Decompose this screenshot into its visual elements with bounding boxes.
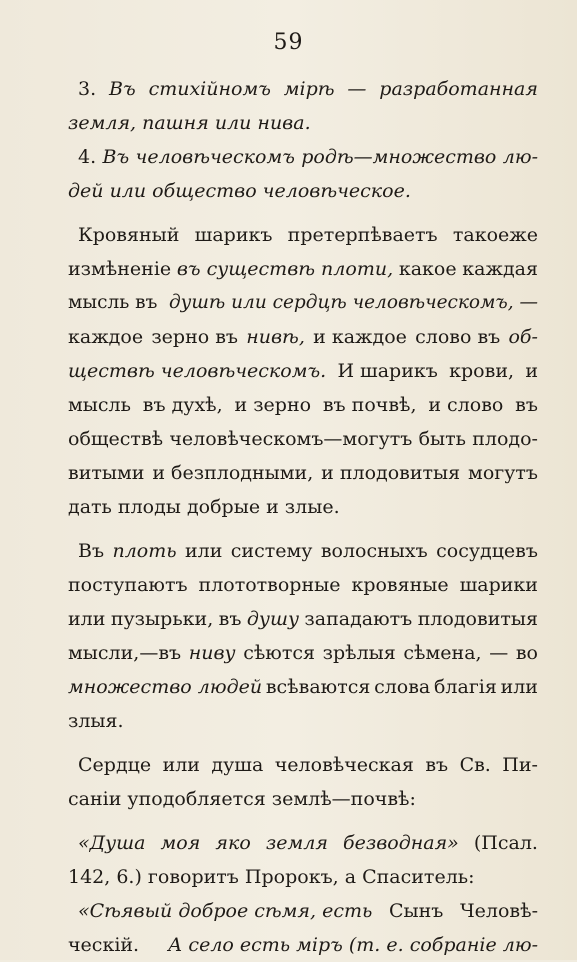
text-segment: или: [68, 608, 106, 630]
italic-text: множество людей: [68, 676, 263, 698]
text-segment: —: [489, 642, 509, 664]
paragraph: [68, 140, 538, 208]
text-segment: сосудцевъ: [436, 540, 538, 562]
paragraph: [68, 748, 538, 816]
text-segment: плототворные: [198, 574, 341, 596]
italic-text: лю-: [502, 146, 538, 168]
italic-text: «Сѣявый доброе сѣмя, есть: [78, 900, 373, 922]
italic-text: душѣ или сердцѣ человѣческомъ, —: [168, 292, 538, 313]
italic-text: дей или общество человѣческое.: [68, 180, 411, 202]
text-segment: благія: [433, 676, 497, 698]
text-segment: каждое: [68, 326, 144, 348]
text-segment: шарики: [459, 574, 538, 596]
italic-text: мірѣ: [283, 78, 335, 100]
text-segment: Сердце: [78, 754, 152, 776]
text-segment: зрѣлыя: [322, 642, 396, 664]
text-body: [68, 72, 538, 962]
text-segment: И шарикъ: [337, 360, 438, 382]
text-segment: въ: [515, 394, 538, 416]
text-segment: слова: [374, 676, 431, 698]
text-segment: (Псал.: [473, 832, 538, 854]
text-line: [68, 490, 538, 524]
text-segment: или: [184, 540, 223, 562]
text-line: [68, 140, 538, 174]
text-segment: западаютъ: [304, 608, 413, 630]
text-segment: въ: [425, 754, 449, 776]
italic-text: человѣческомъ: [135, 146, 295, 168]
italic-text: стихійномъ: [148, 78, 271, 100]
italic-text: Въ: [102, 146, 130, 168]
italic-text: земля: [265, 832, 328, 854]
italic-text: А село есть міръ (т. е. собраніе лю-: [168, 934, 538, 956]
paragraph-gap: [68, 524, 538, 534]
italic-text: земля, пашня или нива.: [68, 112, 311, 134]
italic-text: Въ: [109, 78, 136, 100]
italic-text: «Душа: [78, 832, 146, 854]
text-segment: 142, 6.) говоритъ Пророкъ, а Спаситель:: [68, 866, 475, 888]
text-line: [68, 388, 538, 422]
text-segment: или: [162, 754, 200, 776]
text-line: [68, 670, 538, 704]
text-segment: Пи-: [502, 754, 538, 776]
paragraph: [68, 534, 538, 738]
italic-text: разработанная: [379, 78, 538, 100]
text-segment: шарикъ: [194, 224, 273, 246]
text-segment: поступаютъ: [68, 574, 188, 596]
paragraph-gap: [68, 738, 538, 748]
text-segment: Въ: [78, 540, 105, 562]
text-segment: такоеже: [452, 224, 538, 246]
text-line: [68, 320, 538, 354]
text-line: [68, 826, 538, 860]
italic-text: въ существѣ плоти,: [176, 258, 394, 280]
text-segment: пузырьки,: [110, 608, 214, 630]
text-line: [68, 286, 538, 320]
text-segment: и каждое: [313, 326, 407, 348]
text-line: [68, 568, 538, 602]
text-line: [68, 106, 538, 140]
text-segment: и слово: [428, 394, 504, 416]
text-segment: 4.: [78, 146, 97, 168]
text-segment: и зерно: [234, 394, 312, 416]
text-segment: зерно въ: [151, 326, 239, 348]
text-segment: измѣненіе: [68, 258, 172, 280]
page-number: 59: [273, 30, 304, 55]
text-line: [68, 72, 538, 106]
italic-text: —: [347, 78, 367, 100]
text-line: [68, 218, 538, 252]
text-segment: мысли,—въ: [68, 642, 182, 664]
paragraph-gap: [68, 208, 538, 218]
text-segment: Св.: [459, 754, 491, 776]
text-line: [68, 860, 538, 894]
text-segment: кровяные: [351, 574, 449, 596]
paragraph: [68, 826, 538, 962]
text-segment: въ духѣ,: [142, 394, 223, 416]
text-line: [68, 602, 538, 636]
text-line: [68, 748, 538, 782]
text-segment: Человѣ-: [459, 900, 538, 922]
text-segment: систему: [230, 540, 313, 562]
italic-text: об-: [508, 326, 538, 348]
text-segment: ческій.: [68, 934, 140, 956]
paragraph: [68, 218, 538, 524]
text-segment: какое: [398, 258, 457, 280]
text-line: [68, 174, 538, 208]
text-segment: всѣваются: [265, 676, 371, 698]
text-segment: плодовитыя: [417, 608, 538, 630]
paragraph-gap: [68, 816, 538, 826]
text-segment: мысль: [68, 394, 131, 416]
text-line: [68, 928, 538, 962]
text-segment: сѣмена,: [403, 642, 482, 664]
text-segment: въ почвѣ,: [322, 394, 417, 416]
text-segment: обществѣ: [68, 428, 164, 450]
italic-text: ниву: [188, 642, 236, 664]
text-line: [68, 534, 538, 568]
text-segment: душа: [211, 754, 264, 776]
italic-text: душу: [246, 608, 299, 630]
text-segment: могутъ: [468, 462, 538, 484]
text-line: [68, 422, 538, 456]
text-segment: во: [515, 642, 538, 664]
text-segment: каждая: [462, 258, 538, 280]
text-segment: или: [500, 676, 538, 698]
text-segment: плодо-: [472, 428, 538, 450]
text-segment: 3.: [78, 78, 97, 100]
text-line: [68, 456, 538, 490]
text-segment: дать плоды добрые и злые.: [68, 496, 340, 518]
italic-text: яко: [215, 832, 251, 854]
text-segment: въ: [218, 608, 242, 630]
text-segment: витыми: [68, 462, 145, 484]
text-line: [68, 354, 538, 388]
text-segment: и безплодными,: [152, 462, 314, 484]
text-line: [68, 636, 538, 670]
text-segment: и: [525, 360, 538, 382]
text-segment: злыя.: [68, 710, 124, 732]
text-segment: человѣческомъ—могутъ: [169, 428, 413, 450]
italic-text: родѣ—множество: [301, 146, 497, 168]
paragraph: [68, 72, 538, 140]
text-line: [68, 252, 538, 286]
text-segment: сѣются: [243, 642, 315, 664]
italic-text: плоть: [112, 540, 177, 562]
text-segment: претерпѣваетъ: [287, 224, 438, 246]
text-segment: мысль въ: [68, 292, 158, 313]
text-line: [68, 782, 538, 816]
text-line: [68, 894, 538, 928]
text-segment: слово въ: [415, 326, 501, 348]
text-segment: Сынъ: [388, 900, 444, 922]
italic-text: безводная»: [343, 832, 459, 854]
text-segment: Кровяный: [78, 224, 180, 246]
text-segment: саніи уподобляется землѣ—почвѣ:: [68, 788, 416, 810]
text-segment: крови,: [449, 360, 515, 382]
italic-text: ществѣ человѣческомъ.: [68, 360, 327, 382]
text-segment: волосныхъ: [320, 540, 428, 562]
text-segment: быть: [418, 428, 467, 450]
text-segment: и плодовитыя: [321, 462, 461, 484]
italic-text: нивѣ,: [246, 326, 305, 348]
text-segment: человѣческая: [274, 754, 414, 776]
italic-text: моя: [160, 832, 201, 854]
text-line: [68, 704, 538, 738]
